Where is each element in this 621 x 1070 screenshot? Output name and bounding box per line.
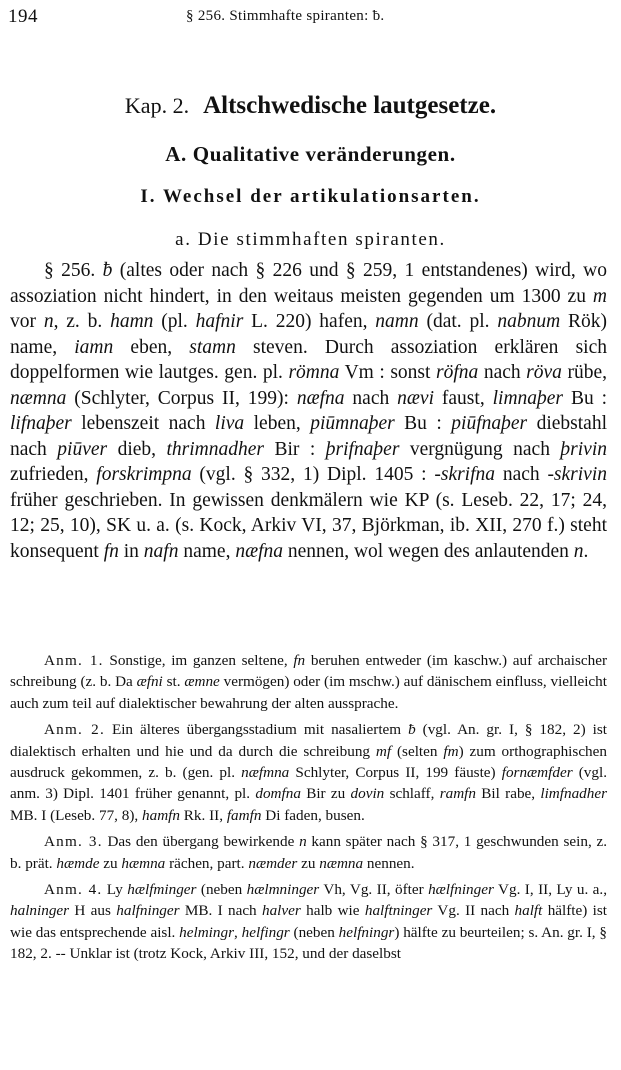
anmerkung-1: Anm. 1. Sonstige, im ganzen seltene, fn beruhen entweder (im kaschw.) auf archaischer schreibung (z. b. Da æfni st. æmne vermögen) oder (im mschw.) auf dänischem einfluss, vielleicht auch zum teil auf dialektischer bewahrung der alten aussprache. — [10, 652, 607, 712]
page-header — [8, 6, 613, 30]
anmerkung-4: Anm. 4. Ly hælfminger (neben hælmninger Vh, Vg. II, öfter hælfninger Vg. I, II, Ly u. a., halninger H aus halfninger MB. I nach halver halb wie halftninger Vg. II nach halft hälfte) ist wie das entsprechende aisl. helmingr, helfingr (neben helfningr) hälfte zu beurteilen; s. An. gr. I, § 182, 2. -- Unklar ist (trotz Kock, Arkiv III, 152, und der daselbst — [10, 881, 608, 963]
paragraph-256: § 256. ƀ (altes oder nach § 226 und § 259, 1 entstandenes) wird, wo assoziation nicht hindert, in den weitaus meisten gegenden um 1300 zu m vor n, z. b. hamn (pl. hafnir L. 220) hafen, namn (dat. pl. nabnum Rök) name, iamn eben, stamn steven. Durch assoziation erklären sich doppelformen wie lautges. gen. pl. römna Vm : sonst röfna nach röva rübe, næmna (Schlyter, Corpus II, 199): næfna nach nævi faust, limnaþer Bu : lifnaþer lebenszeit nach liva leben, piūmnaþer Bu : piūfnaþer diebstahl nach piūver dieb, thrimnadher Bir : þrifnaþer vergnügung nach þrivin zufrieden, forskrimpna (vgl. § 332, 1) Dipl. 1405 : -skrifna nach -skrivin früher geschrieben. In gewissen denkmälern wie KP (s. Leseb. 22, 17; 24, 12; 25, 10), SK u. a. (s. Kock, Arkiv VI, 37, Björkman, ib. XII, 270 f.) steht konsequent fn in nafn name, næfna nennen, wol wegen des anlautenden n. — [10, 260, 608, 562]
chapter-title: Altschwedische lautgesetze. — [203, 92, 497, 119]
running-title: § 256. Stimmhafte spiranten: ƀ. — [186, 8, 385, 24]
annotations — [10, 650, 607, 970]
chapter-heading — [0, 92, 621, 120]
chapter-prefix: Kap. 2. — [124, 93, 190, 118]
page-number: 194 — [8, 6, 38, 27]
subsection-heading: I. Wechsel der artikulationsarten. — [140, 186, 481, 207]
anmerkung-3: Anm. 3. Das den übergang bewirkende n kann später nach § 317, 1 geschwunden sein, z. b. prät. hæmde zu hæmna rächen, part. næmder zu næmna nennen. — [10, 833, 608, 872]
section-heading: A. Qualitative veränderungen. — [165, 142, 456, 166]
main-text — [10, 258, 607, 564]
anmerkung-2: Anm. 2. Ein älteres übergangsstadium mit nasaliertem ƀ (vgl. An. gr. I, § 182, 2) ist dialektisch erhalten und hie und da durch die schreibung mf (selten fm) zum orthographischen ausdruck gekommen, z. b. (gen. pl. næfmna Schlyter, Corpus II, 199 fäuste) fornæmfder (vgl. anm. 3) Dipl. 1401 früher genannt, pl. domfna Bir zu dovin schlaff, ramfn Bil rabe, limfnadher MB. I (Leseb. 77, 8), hamfn Rk. II, famfn Di faden, busen. — [10, 721, 608, 824]
subsubsection-heading: a. Die stimmhaften spiranten. — [175, 229, 446, 250]
